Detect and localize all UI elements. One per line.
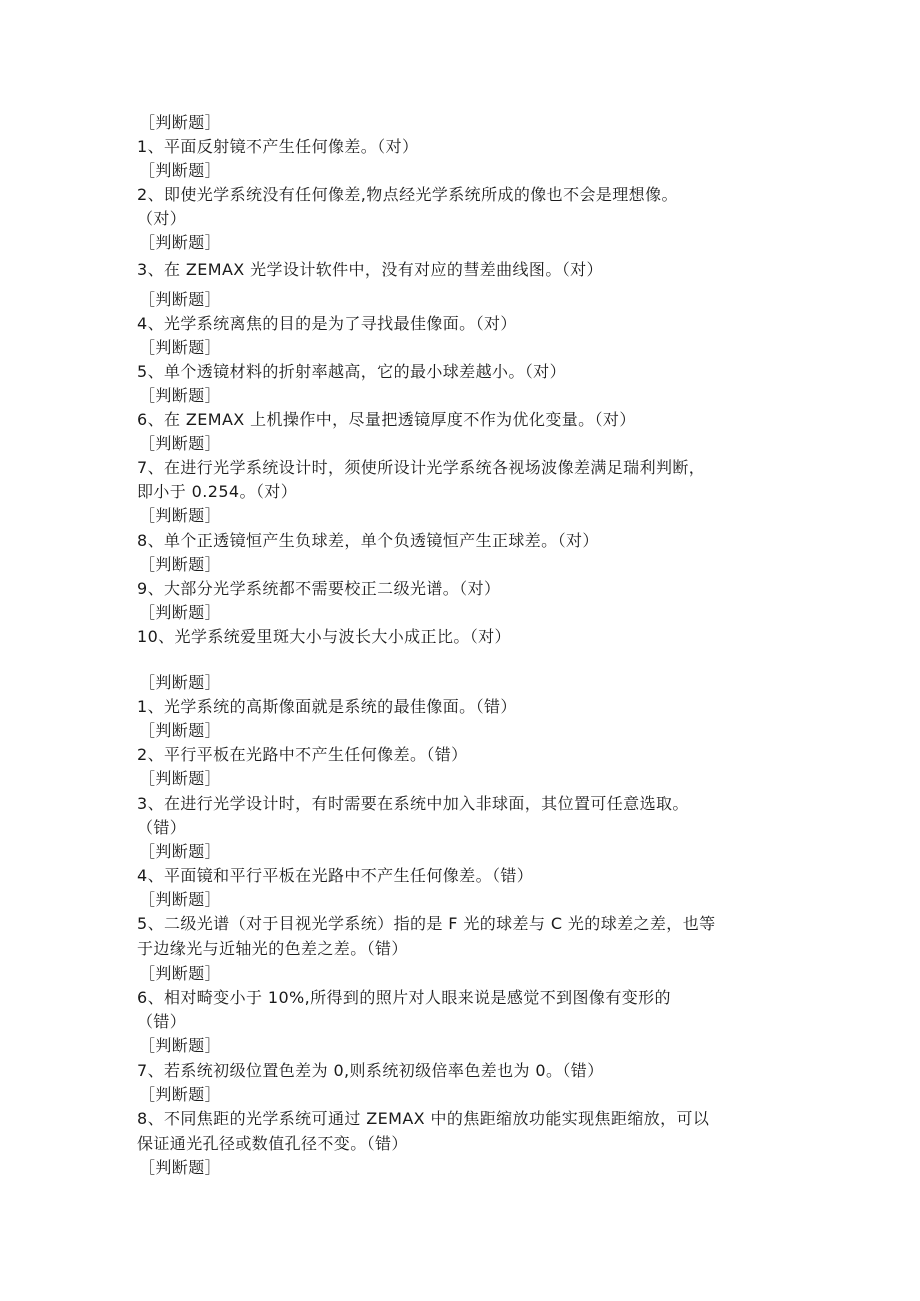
question-type-tag: ［判断题］ (139, 434, 222, 453)
question-type-tag: ［判断题］ (139, 555, 222, 574)
question-text: 4、平面镜和平行平板在光路中不产生任何像差。（错） (137, 866, 534, 885)
question-answer: （错） (137, 818, 187, 837)
question-text: 5、二级光谱（对于目视光学系统）指的是 F 光的球差与 C 光的球差之差，也等 (137, 914, 716, 933)
question-type-tag: ［判断题］ (139, 842, 222, 861)
question-type-tag: ［判断题］ (139, 338, 222, 357)
question-text: 5、单个透镜材料的折射率越高，它的最小球差越小。（对） (137, 362, 566, 381)
question-text: 10、光学系统爱里斑大小与波长大小成正比。（对） (137, 627, 511, 646)
question-answer: （错） (137, 1012, 187, 1031)
question-text: 1、平面反射镜不产生任何像差。（对） (137, 137, 419, 156)
question-type-tag: ［判断题］ (139, 769, 222, 788)
question-type-tag: ［判断题］ (139, 603, 222, 622)
question-text: 8、不同焦距的光学系统可通过 ZEMAX 中的焦距缩放功能实现焦距缩放，可以 (137, 1109, 710, 1128)
question-text: 1、光学系统的高斯像面就是系统的最佳像面。（错） (137, 697, 517, 716)
question-type-tag: ［判断题］ (139, 290, 222, 309)
question-type-tag: ［判断题］ (139, 890, 222, 909)
question-text: 7、在进行光学系统设计时，须使所设计光学系统各视场波像差满足瑞利判断， (137, 458, 706, 477)
question-text: 7、若系统初级位置色差为 0,则系统初级倍率色差也为 0。（错） (137, 1061, 604, 1080)
question-text-continued: 于边缘光与近轴光的色差之差。（错） (137, 939, 408, 958)
question-type-tag: ［判断题］ (139, 113, 222, 132)
question-text: 3、在进行光学设计时，有时需要在系统中加入非球面，其位置可任意选取。 (137, 794, 689, 813)
question-text: 6、相对畸变小于 10%,所得到的照片对人眼来说是感觉不到图像有变形的 (137, 988, 671, 1007)
question-text-continued: 保证通光孔径或数值孔径不变。（错） (137, 1134, 408, 1153)
question-type-tag: ［判断题］ (139, 161, 222, 180)
question-type-tag: ［判断题］ (139, 1036, 222, 1055)
question-type-tag: ［判断题］ (139, 964, 222, 983)
question-text: 2、即使光学系统没有任何像差,物点经光学系统所成的像也不会是理想像。 (137, 185, 678, 204)
question-answer: （对） (137, 209, 187, 228)
question-type-tag: ［判断题］ (139, 673, 222, 692)
question-text: 6、在 ZEMAX 上机操作中，尽量把透镜厚度不作为优化变量。（对） (137, 410, 636, 429)
question-answer: 即小于 0.254。（对） (137, 482, 298, 501)
question-type-tag: ［判断题］ (139, 721, 222, 740)
question-text: 3、在 ZEMAX 光学设计软件中，没有对应的彗差曲线图。（对） (137, 260, 603, 279)
question-type-tag: ［判断题］ (139, 1085, 222, 1104)
question-text: 2、平行平板在光路中不产生任何像差。（错） (137, 745, 468, 764)
question-type-tag: ［判断题］ (139, 506, 222, 525)
question-text: 4、光学系统离焦的目的是为了寻找最佳像面。（对） (137, 314, 517, 333)
question-type-tag: ［判断题］ (139, 1158, 222, 1177)
question-type-tag: ［判断题］ (139, 233, 222, 252)
question-text: 9、大部分光学系统都不需要校正二级光谱。（对） (137, 579, 501, 598)
question-text: 8、单个正透镜恒产生负球差，单个负透镜恒产生正球差。（对） (137, 531, 599, 550)
question-type-tag: ［判断题］ (139, 386, 222, 405)
